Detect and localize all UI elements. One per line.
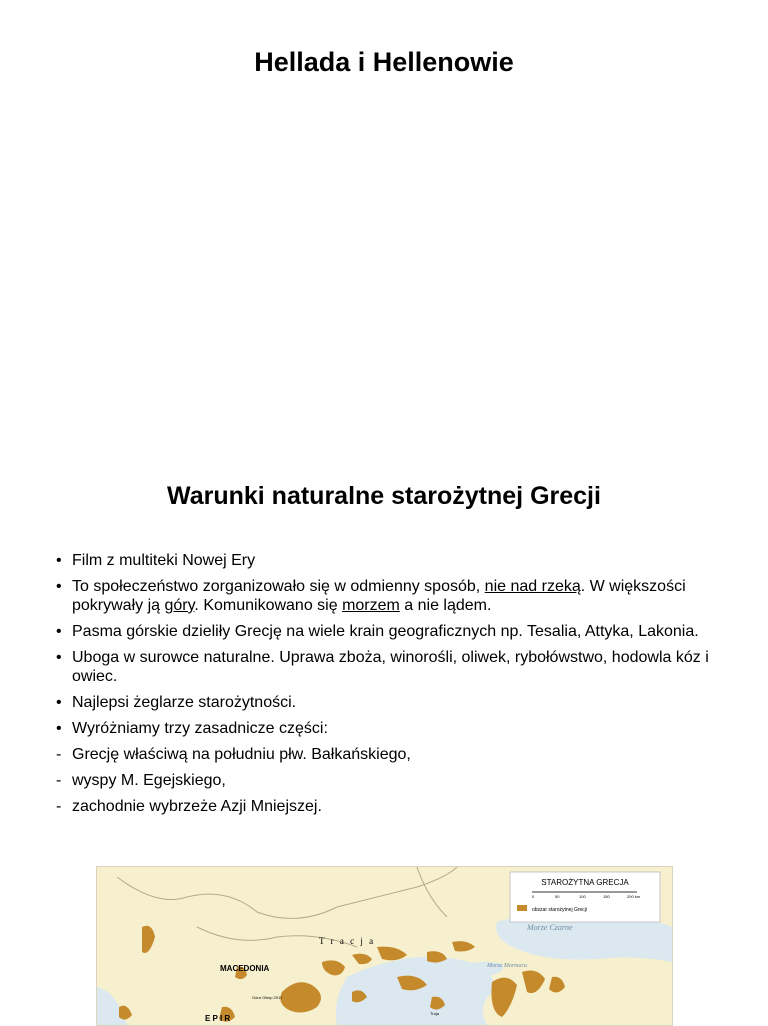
legend-swatch [517,905,527,911]
bullet-text: Grecję właściwą na południu płw. Bałkańskiego, [72,746,411,763]
bullet-marker: - [56,772,62,789]
bullet-list [56,551,716,823]
bullet-text: To społeczeństwo zorganizowało się w odmienny sposób, [72,578,485,595]
bullet-marker: • [56,649,62,666]
bullet-item [56,693,716,712]
bullet-item [56,648,716,686]
bullet-text: wyspy M. Egejskiego, [72,772,226,789]
legend-title: STAROŻYTNA GRECJA [541,878,629,887]
label-olimp: Góra Olimp 2911 [252,995,283,1000]
label-epir: E P I R [205,1014,231,1023]
label-morze-marmara: Morze Marmara [487,963,527,969]
ancient-greece-map [96,866,673,1026]
label-tracja: T r a c j a [319,936,376,946]
label-morze-czarne: Morze Czarne [527,923,573,932]
bullet-text: a nie lądem. [399,597,492,614]
underlined-text: góry [164,597,195,614]
bullet-marker: • [56,552,62,569]
bullet-marker: • [56,720,62,737]
bullet-text: Film z multiteki Nowej Ery [72,552,256,569]
map-legend [510,872,660,922]
section-title: Warunki naturalne starożytnej Grecji [167,482,601,510]
bullet-text: Wyróżniamy trzy zasadnicze części: [72,720,328,737]
legend-item: obszar starożytnej Grecji [532,907,588,913]
bullet-item [56,577,716,615]
label-macedonia: MACEDONIA [220,964,270,973]
bullet-item [56,551,716,570]
bullet-item [56,622,716,641]
bullet-text: . W większości pokrywały ją [72,578,686,614]
scale-0: 0 [532,894,535,899]
bullet-item [56,745,716,764]
map-graphic [97,867,672,1025]
scale-50: 50 [555,894,560,899]
label-troja: Troja [430,1011,439,1016]
scale-200: 200 km [627,894,641,899]
bullet-marker: - [56,746,62,763]
slide-title: Hellada i Hellenowie [254,47,514,77]
bullet-item [56,719,716,738]
underlined-text: nie nad rzeką [484,578,581,595]
bullet-text: Uboga w surowce naturalne. Uprawa zboża, winorośli, oliwek, rybołówstwo, hodowla kóz i owiec. [72,649,709,685]
bullet-marker: • [56,578,62,595]
bullet-marker: - [56,798,62,815]
bullet-marker: • [56,694,62,711]
bullet-text: . Komunikowano się [194,597,343,614]
bullet-marker: • [56,623,62,640]
bullet-text: Najlepsi żeglarze starożytności. [72,694,297,711]
bullet-item [56,771,716,790]
scale-150: 150 [603,894,610,899]
underlined-text: morzem [342,597,400,614]
bullet-text: zachodnie wybrzeże Azji Mniejszej. [72,798,322,815]
scale-100: 100 [579,894,586,899]
bullet-item [56,797,716,816]
bullet-text: Pasma górskie dzieliły Grecję na wiele krain geograficznych np. Tesalia, Attyka, Lakonia. [72,623,699,640]
